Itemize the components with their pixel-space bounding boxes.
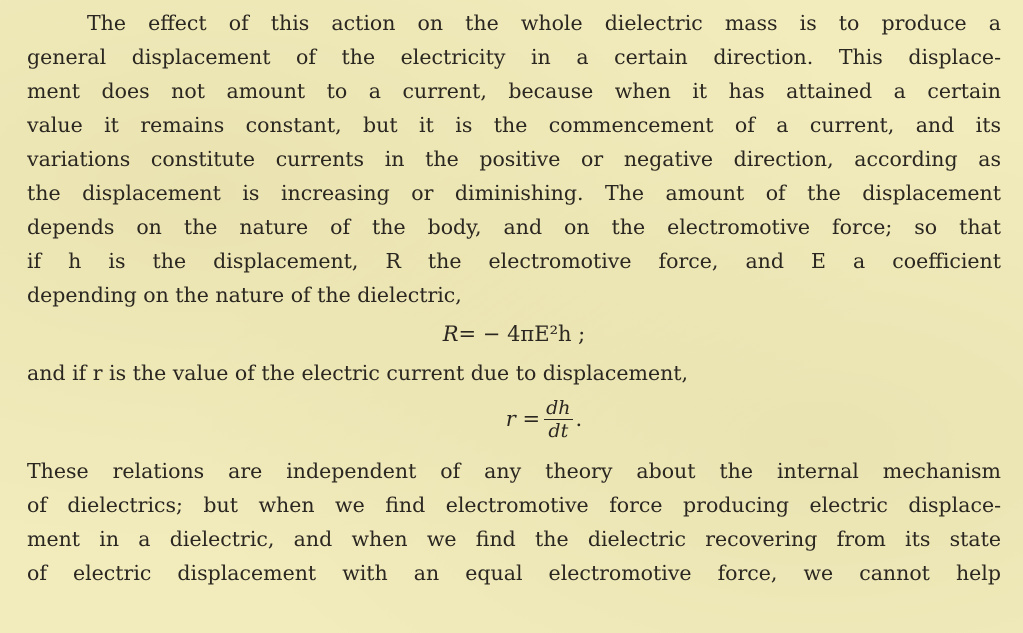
- equation-lhs: R: [442, 322, 459, 346]
- fraction: [544, 397, 572, 442]
- text-line: variations constitute currents in the positive or negative direction, according as: [27, 147, 1001, 171]
- text-line: of dielectrics; but when we find electromotive force producing electric displace-: [27, 493, 1001, 517]
- text-line: ment does not amount to a current, because when it has attained a certain: [27, 79, 1001, 103]
- text-line: depending on the nature of the dielectric,: [27, 283, 462, 307]
- text-line: depends on the nature of the body, and on the electromotive force; so that: [27, 215, 1001, 239]
- text-line: These relations are independent of any theory about the internal mechanism: [27, 459, 1001, 483]
- fraction-numerator: dh: [546, 396, 571, 419]
- text-line: ment in a dielectric, and when we find the dielectric recovering from its state: [27, 527, 1001, 551]
- text-line: and if r is the value of the electric current due to displacement,: [27, 361, 689, 385]
- fraction-denominator: dt: [548, 419, 569, 442]
- text-line: of electric displacement with an equal electromotive force, we cannot help: [27, 561, 1001, 585]
- equation-trail: .: [575, 407, 583, 431]
- equation-displacement: [27, 312, 1001, 356]
- equation-rhs: = − 4πE²h ;: [458, 322, 586, 346]
- text-line: the displacement is increasing or diminishing. The amount of the displacement: [27, 181, 1001, 205]
- text-line: The effect of this action on the whole dielectric mass is to produce a: [87, 11, 1001, 35]
- equation-lhs: r =: [505, 407, 541, 431]
- text-line: if h is the displacement, R the electromotive force, and E a coefficient: [27, 249, 1001, 273]
- text-line: value it remains constant, but it is the commencement of a current, and its: [27, 113, 1001, 137]
- text-line: general displacement of the electricity in a certain direction. This displace-: [27, 45, 1001, 69]
- equation-current: [27, 390, 1001, 448]
